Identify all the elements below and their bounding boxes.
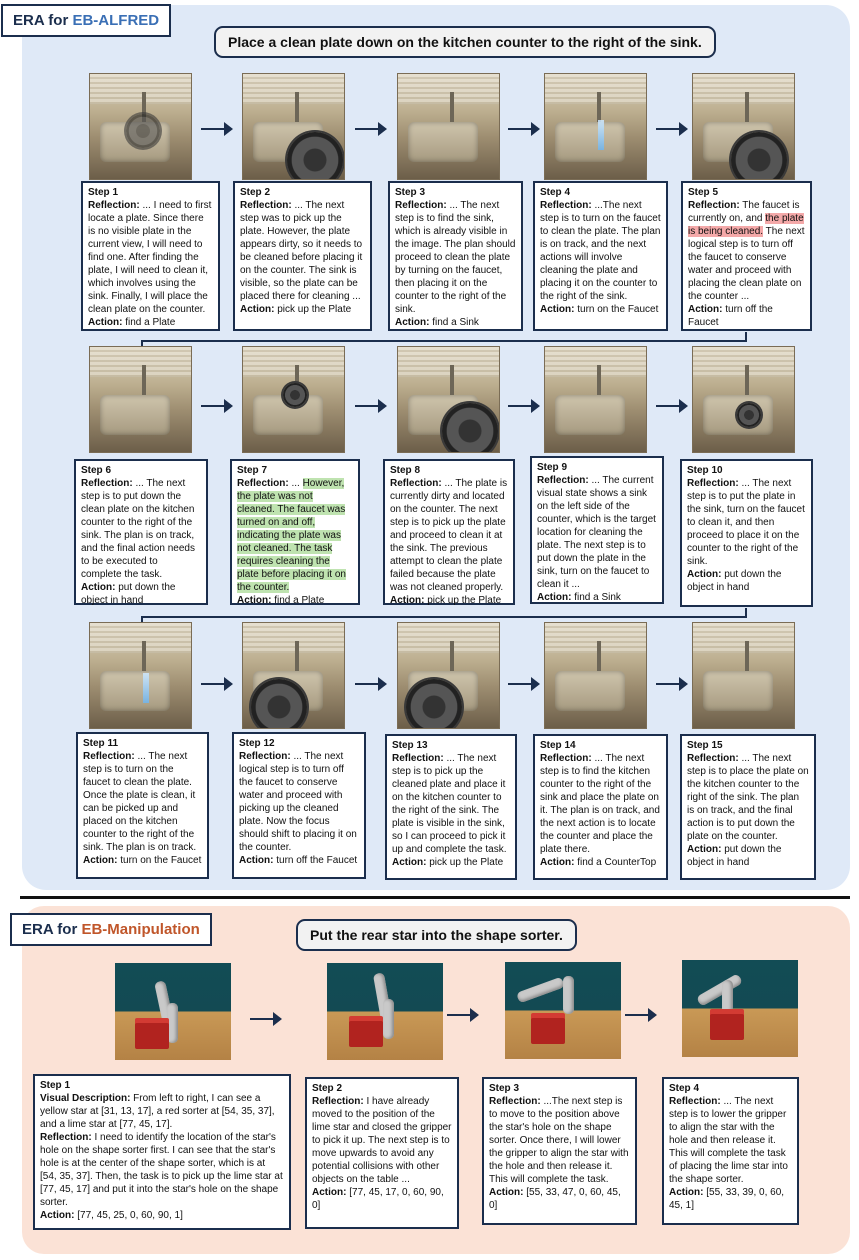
alfred-image-step-9	[544, 346, 647, 453]
row-connector-2	[141, 608, 747, 618]
reflection-label: Reflection:	[489, 1096, 541, 1107]
alfred-step-13	[385, 734, 517, 880]
reflection-text: ... The next step is to find the sink, which is already visible in the image. The plan should proceed to clean the plate by turning on the faucet, then placing it on the counter to the right of the sink.	[395, 200, 516, 315]
alfred-section-label	[1, 4, 171, 37]
arrow-14-15	[656, 683, 686, 685]
reflection-text: ... The plate is currently dirty and located on the counter. The next step is to pick up the plate and proceed to clean it at the sink. The previous attempt to clean the plate failed because the plate was not cleaned properly.	[390, 478, 508, 593]
action-label: Action:	[687, 844, 722, 855]
alfred-image-step-12	[242, 622, 345, 729]
reflection-label: Reflection:	[687, 753, 739, 764]
alfred-image-step-2	[242, 73, 345, 180]
section-divider	[20, 896, 850, 899]
alfred-step-10	[680, 459, 813, 607]
manipulation-image-step-4	[682, 960, 798, 1057]
action-label: Action:	[669, 1187, 704, 1198]
action-label: Action:	[237, 595, 272, 606]
action-label: Action:	[240, 304, 275, 315]
label-highlight: EB-ALFRED	[72, 12, 160, 29]
manipulation-step-3	[482, 1077, 637, 1225]
arrow-8-9	[508, 405, 538, 407]
arrow-m-3-4	[625, 1014, 655, 1016]
action-text: pick up the Plate	[274, 304, 352, 315]
action-label: Action:	[83, 855, 118, 866]
arrow-4-5	[656, 128, 686, 130]
arrow-7-8	[355, 405, 385, 407]
reflection-text: ... The next step is to put down the clean plate on the kitchen counter to the right of the sink. The plan is on track, and the final action needs to be executed to complete the task.	[81, 478, 195, 580]
step-title: Step 5	[688, 187, 719, 198]
reflection-label: Reflection:	[239, 751, 291, 762]
reflection-label: Reflection:	[537, 475, 589, 486]
label-prefix: ERA for	[13, 12, 73, 29]
alfred-step-2	[233, 181, 372, 331]
action-text: turn on the Faucet	[117, 855, 202, 866]
visual-description-text: From left to right, I can see a yellow star at [31, 13, 17], a red sorter at [54, 35, 37], and a lime star at [77, 45, 17].	[40, 1093, 275, 1130]
action-label: Action:	[40, 1210, 75, 1221]
alfred-image-step-5	[692, 73, 795, 180]
action-text: put down the object in hand	[687, 844, 782, 868]
action-label: Action:	[392, 857, 427, 868]
reflection-label: Reflection:	[237, 478, 289, 489]
reflection-text: ... The next step is to find the kitchen counter to the right of the sink and place the plate on it. The plan is on track, and the next action is to locate the counter and place the plate there.	[540, 753, 660, 855]
reflection-text: ... The next step is to turn on the faucet to clean the plate. Once the plate is clean, it can be picked up and placed on the kitchen counter to the right of the sink. The plan is on track.	[83, 751, 197, 853]
action-label: Action:	[81, 582, 116, 593]
alfred-image-step-11	[89, 622, 192, 729]
label-highlight: EB-Manipulation	[81, 921, 200, 938]
manipulation-image-step-2	[327, 963, 443, 1060]
action-label: Action:	[688, 304, 723, 315]
action-text: find a Plate	[122, 317, 176, 328]
alfred-step-14	[533, 734, 668, 880]
action-text: turn on the Faucet	[574, 304, 659, 315]
arrow-12-13	[355, 683, 385, 685]
reflection-text: ... The next step is to pick up the cleaned plate and place it on the kitchen counter to the right of the sink. The plate is visible in the sink, so I can proceed to pick it up and complete the task.	[392, 753, 507, 855]
alfred-step-7	[230, 459, 360, 605]
step-title: Step 11	[83, 738, 119, 749]
reflection-label: Reflection:	[40, 1132, 92, 1143]
manipulation-image-step-3	[505, 962, 621, 1059]
reflection-text: The faucet is currently on, and	[688, 200, 800, 224]
reflection-label: Reflection:	[390, 478, 442, 489]
step-title: Step 2	[240, 187, 271, 198]
step-title: Step 10	[687, 465, 723, 476]
alfred-step-4	[533, 181, 668, 331]
step-title: Step 14	[540, 740, 576, 751]
action-text: [55, 33, 47, 0, 60, 45, 0]	[489, 1187, 621, 1211]
reflection-text: ... I need to first locate a plate. Since there is no visible plate in the current view, I will need to find one. After finding the plate, I will need to clean it, which involves using the sink. Finally, I will place the clean plate on the counter.	[88, 200, 212, 315]
step-title: Step 7	[237, 465, 268, 476]
alfred-step-11	[76, 732, 209, 879]
alfred-image-step-3	[397, 73, 500, 180]
reflection-text: The next logical step is to turn off the faucet to conserve water and proceed with placing the clean plate on the counter ...	[688, 226, 805, 302]
reflection-text: ... The next step was to pick up the plate. However, the plate appears dirty, so it needs to be cleaned before placing it on the counter. The sink is visible, so the plate can be placed there for cleaning ...	[240, 200, 363, 302]
reflection-text: ... The next step is to place the plate on the kitchen counter to the right of the sink. The plan is on track, and the final action is to put down the plate on the counter.	[687, 753, 809, 842]
step-title: Step 1	[40, 1080, 71, 1091]
step-title: Step 1	[88, 187, 119, 198]
arrow-1-2	[201, 128, 231, 130]
reflection-text: ...The next step is to turn on the faucet to clean the plate. The plan is on track, and the next actions will involve cleaning the plate and placing it on the counter to the right of the sink.	[540, 200, 661, 302]
step-title: Step 3	[395, 187, 426, 198]
arrow-13-14	[508, 683, 538, 685]
reflection-label: Reflection:	[395, 200, 447, 211]
arrow-11-12	[201, 683, 231, 685]
row-connector-1	[141, 332, 747, 342]
action-label: Action:	[88, 317, 123, 328]
reflection-text: I have already moved to the position of the lime star and closed the gripper to pick it up. The next step is to move upwards to avoid any potential collisions with other objects on the table ...	[312, 1096, 452, 1185]
arrow-m-1-2	[250, 1018, 280, 1020]
alfred-image-step-8	[397, 346, 500, 453]
alfred-image-step-14	[544, 622, 647, 729]
step-title: Step 3	[489, 1083, 520, 1094]
action-label: Action:	[312, 1187, 347, 1198]
manipulation-step-4	[662, 1077, 799, 1225]
action-label: Action:	[489, 1187, 524, 1198]
alfred-step-1	[81, 181, 220, 331]
action-text: [55, 33, 39, 0, 60, 45, 1]	[669, 1187, 785, 1211]
reflection-highlight-red: the plate is being cleaned.	[688, 213, 804, 237]
alfred-task-instruction: Place a clean plate down on the kitchen counter to the right of the sink.	[214, 26, 716, 58]
alfred-image-step-6	[89, 346, 192, 453]
action-text: put down the object in hand	[81, 582, 176, 606]
label-prefix: ERA for	[22, 921, 82, 938]
action-text: find a CounterTop	[574, 857, 657, 868]
arrow-3-4	[508, 128, 538, 130]
alfred-step-3	[388, 181, 523, 331]
action-text: find a Plate	[271, 595, 325, 606]
action-label: Action:	[687, 569, 722, 580]
step-title: Step 6	[81, 465, 112, 476]
alfred-image-step-10	[692, 346, 795, 453]
step-title: Step 4	[669, 1083, 700, 1094]
action-label: Action:	[537, 592, 572, 603]
reflection-label: Reflection:	[687, 478, 739, 489]
action-text: find a Sink	[571, 592, 621, 603]
reflection-text: ...The next step is to move to the position above the star's hole on the shape sorter. Once there, I will lower the gripper to align the star with the hole and then release it. This will complete the task.	[489, 1096, 629, 1185]
step-title: Step 12	[239, 738, 275, 749]
alfred-step-9	[530, 456, 664, 604]
step-title: Step 2	[312, 1083, 343, 1094]
alfred-step-6	[74, 459, 208, 605]
action-label: Action:	[540, 857, 575, 868]
manipulation-image-step-1	[115, 963, 231, 1060]
step-title: Step 4	[540, 187, 571, 198]
step-title: Step 15	[687, 740, 723, 751]
reflection-label: Reflection:	[83, 751, 135, 762]
reflection-label: Reflection:	[240, 200, 292, 211]
action-text: pick up the Plate	[426, 857, 504, 868]
manipulation-task-instruction: Put the rear star into the shape sorter.	[296, 919, 577, 951]
reflection-label: Reflection:	[540, 753, 592, 764]
alfred-step-15	[680, 734, 816, 880]
action-label: Action:	[395, 317, 430, 328]
action-text: put down the object in hand	[687, 569, 782, 593]
reflection-text: ... The next step is to put the plate in the sink, turn on the faucet to clean it, and then proceed to place it on the counter to the right of the sink.	[687, 478, 805, 567]
reflection-text: ... The current visual state shows a sink on the left side of the counter, which is the target location for cleaning the plate. The next step is to put down the plate in the sink, turn on the faucet to clean it ...	[537, 475, 656, 590]
reflection-text: ...	[288, 478, 303, 489]
manipulation-step-1	[33, 1074, 291, 1230]
action-text: turn off the Faucet	[273, 855, 358, 866]
arrow-6-7	[201, 405, 231, 407]
reflection-label: Reflection:	[540, 200, 592, 211]
arrow-2-3	[355, 128, 385, 130]
reflection-label: Reflection:	[688, 200, 740, 211]
reflection-label: Reflection:	[669, 1096, 721, 1107]
action-text: pick up the Plate	[424, 595, 502, 606]
reflection-highlight-green: However, the plate was not cleaned. The faucet was turned on and off, indicating the plate was not cleaned. The task requires cleaning the plate before placing it on the counter.	[237, 478, 346, 593]
action-text: turn off the Faucet	[688, 304, 773, 328]
action-text: [77, 45, 25, 0, 60, 90, 1]	[74, 1210, 183, 1221]
action-text: [77, 45, 17, 0, 60, 90, 0]	[312, 1187, 444, 1211]
reflection-text: ... The next logical step is to turn off the faucet to conserve water and proceed with picking up the cleaned plate. Now the focus should shift to placing it on the counter.	[239, 751, 357, 853]
action-label: Action:	[540, 304, 575, 315]
reflection-label: Reflection:	[392, 753, 444, 764]
manipulation-step-2	[305, 1077, 459, 1229]
reflection-label: Reflection:	[88, 200, 140, 211]
reflection-text: ... The next step is to lower the gripper to align the star with the hole and then release it. This will complete the task of placing the lime star into the shape sorter.	[669, 1096, 788, 1185]
alfred-image-step-15	[692, 622, 795, 729]
arrow-m-2-3	[447, 1014, 477, 1016]
alfred-step-12	[232, 732, 366, 879]
reflection-text: I need to identify the location of the star's hole on the shape sorter first. I can see that the star's hole is at the center of the shape sorter, which is at [54, 35, 37]. Then, the task is to pick up the lime star at [77, 45, 17] and put it into the star's hole on the shape sorter.	[40, 1132, 283, 1208]
alfred-image-step-13	[397, 622, 500, 729]
manipulation-section-label	[10, 913, 212, 946]
action-label: Action:	[390, 595, 425, 606]
visual-description-label: Visual Description:	[40, 1093, 131, 1104]
alfred-image-step-7	[242, 346, 345, 453]
alfred-step-5	[681, 181, 812, 331]
step-title: Step 9	[537, 462, 568, 473]
alfred-step-8	[383, 459, 515, 605]
action-label: Action:	[239, 855, 274, 866]
action-text: find a Sink	[429, 317, 479, 328]
step-title: Step 8	[390, 465, 421, 476]
reflection-label: Reflection:	[312, 1096, 364, 1107]
alfred-image-step-1	[89, 73, 192, 180]
reflection-label: Reflection:	[81, 478, 133, 489]
step-title: Step 13	[392, 740, 428, 751]
alfred-image-step-4	[544, 73, 647, 180]
arrow-9-10	[656, 405, 686, 407]
